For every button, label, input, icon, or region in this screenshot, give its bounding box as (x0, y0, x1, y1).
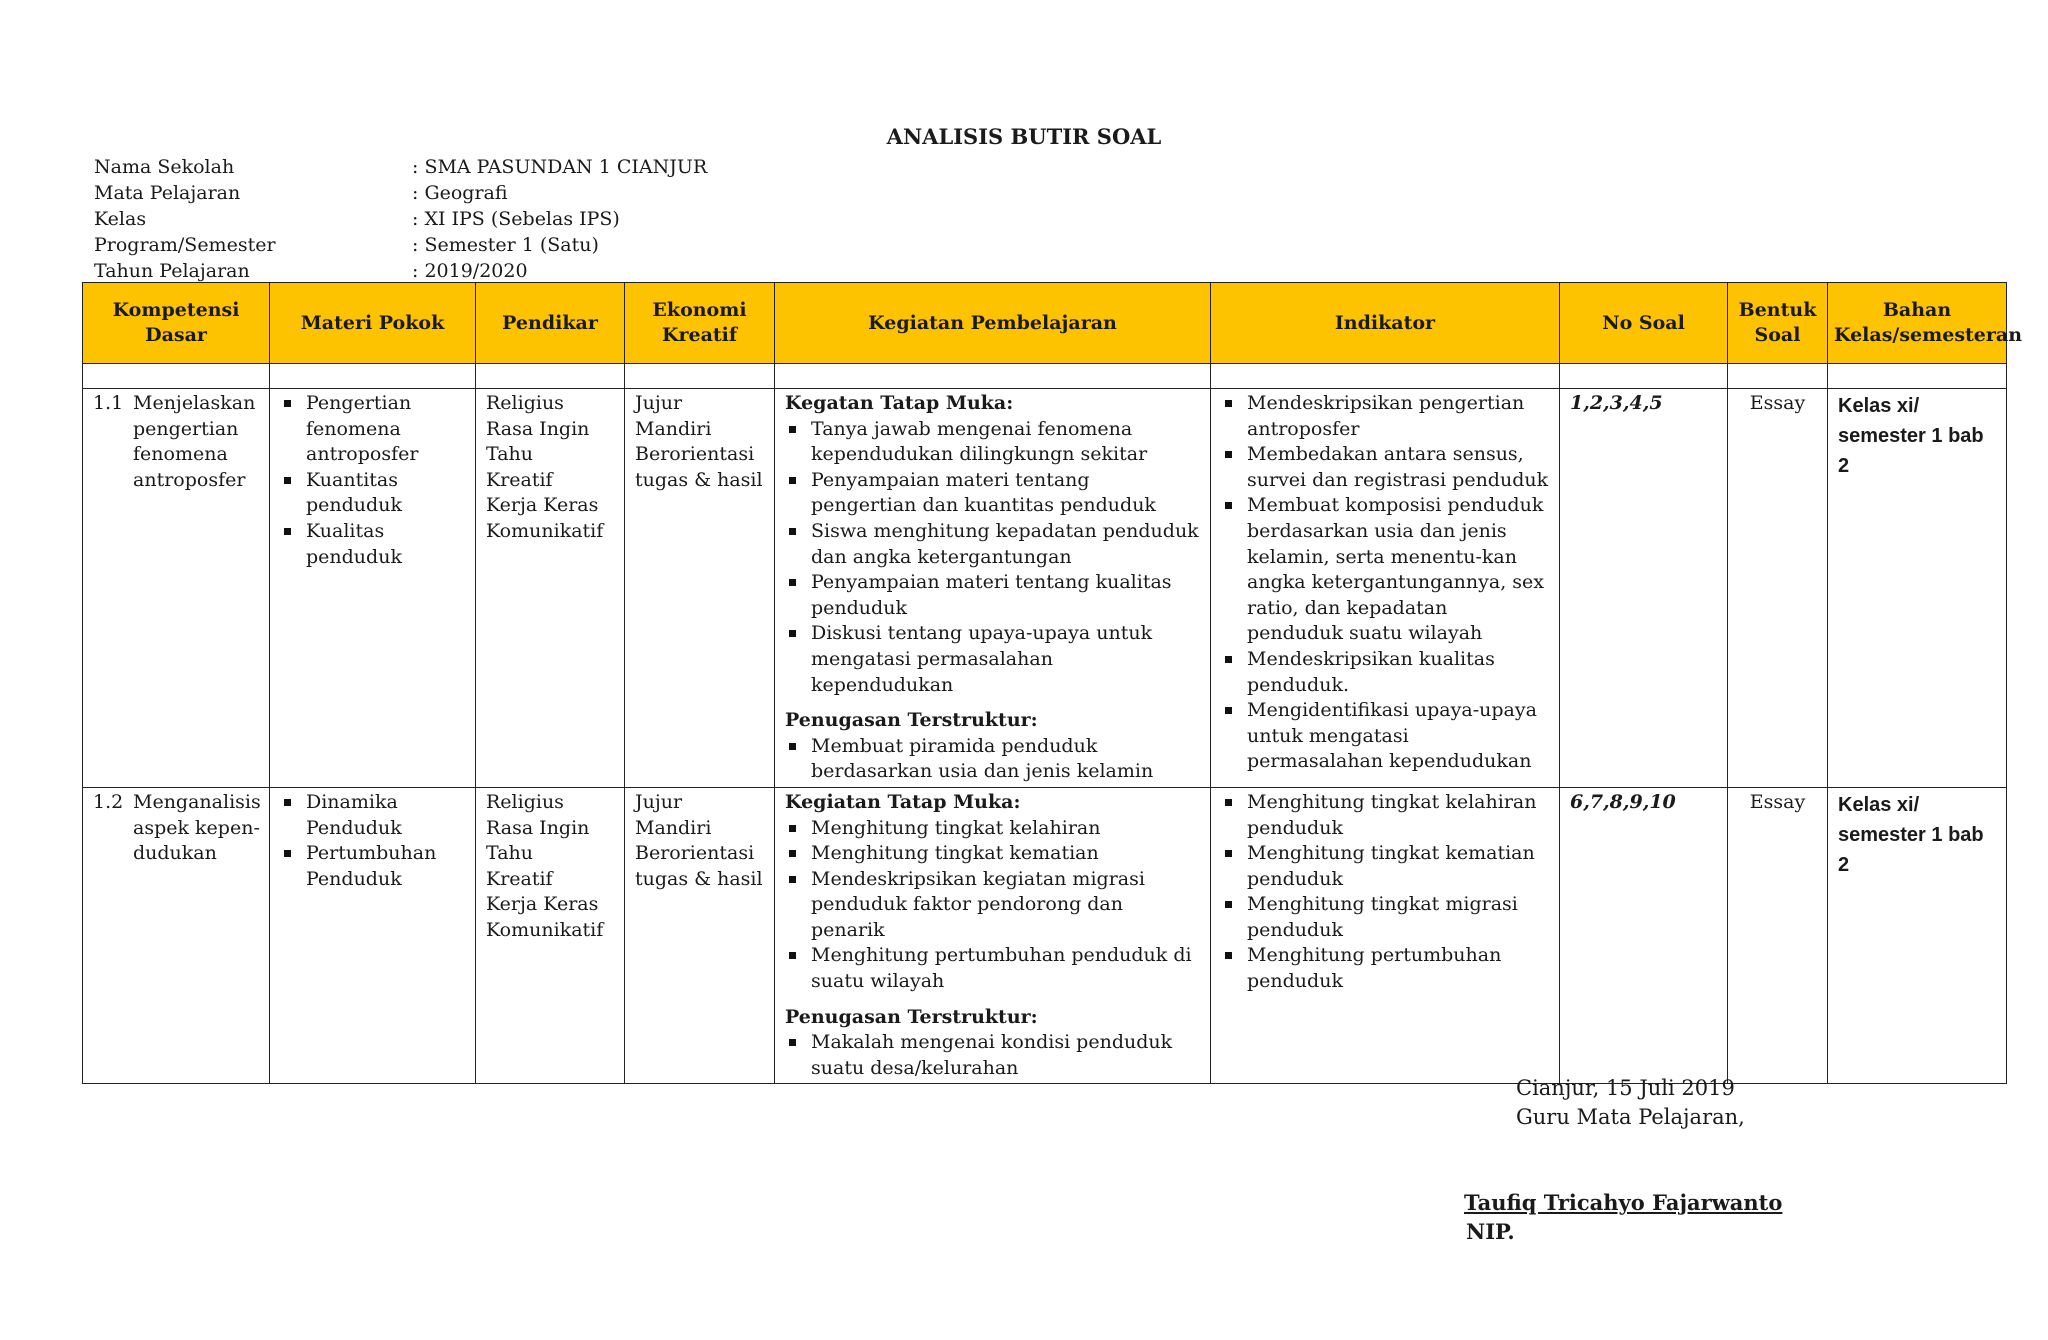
indikator-list (1221, 790, 1549, 995)
list-item: Membuat komposisi penduduk berdasarkan usia dan jenis kelamin, serta menentu-kan angka ketergantungannya, sex ratio, dan kepadatan penduduk suatu wilayah (1221, 493, 1549, 647)
penugasan-list (785, 1030, 1200, 1081)
list-item: Kualitas penduduk (280, 519, 465, 570)
indikator-list (1221, 391, 1549, 775)
list-item: Membedakan antara sensus, survei dan registrasi penduduk (1221, 442, 1549, 493)
bahan-cell: Kelas xi/ semester 1 bab 2 (1828, 787, 2007, 1084)
list-item: Menghitung tingkat migrasi penduduk (1221, 892, 1549, 943)
indikator-cell (1211, 787, 1560, 1084)
meta-label: Program/Semester (94, 234, 276, 256)
table-spacer-row (83, 364, 2007, 389)
document-meta (94, 154, 707, 284)
pendikar-cell: Religius Rasa Ingin Tahu Kreatif Kerja Keras Komunikatif (476, 389, 625, 788)
signature-name: Taufiq Tricahyo Fajarwanto (1464, 1190, 1783, 1215)
kd-cell (83, 389, 270, 788)
penugasan-heading: Penugasan Terstruktur: (785, 709, 1038, 732)
meta-value: : Geografi (412, 182, 508, 204)
ekonomi-cell: Jujur Mandiri Berorientasi tugas & hasil (625, 389, 775, 788)
meta-value: : Semester 1 (Satu) (412, 234, 599, 256)
header-pendikar: Pendikar (476, 283, 625, 364)
header-indikator: Indikator (1211, 283, 1560, 364)
kegiatan-heading: Kegiatan Tatap Muka: (785, 790, 1021, 813)
list-item: Menghitung tingkat kematian penduduk (1221, 841, 1549, 892)
list-item: Makalah mengenai kondisi penduduk suatu desa/kelurahan (785, 1030, 1200, 1081)
meta-value: : SMA PASUNDAN 1 CIANJUR (412, 156, 708, 178)
nosoal-cell: 1,2,3,4,5 (1560, 389, 1728, 788)
header-materi: Materi Pokok (270, 283, 476, 364)
list-item: Mendeskripsikan pengertian antroposfer (1221, 391, 1549, 442)
meta-row-semester (94, 232, 707, 258)
meta-row-subject (94, 180, 707, 206)
table-row (83, 787, 2007, 1084)
header-bentuk: Bentuk Soal (1728, 283, 1828, 364)
list-item: Mendeskripsikan kualitas penduduk. (1221, 647, 1549, 698)
header-kompetensi: Kompetensi Dasar (83, 283, 270, 364)
kd-text: Menjelaskan pengertian fenomena antroposfer (133, 392, 256, 491)
meta-label: Nama Sekolah (94, 156, 235, 178)
kegiatan-list (785, 816, 1200, 995)
ekonomi-cell: Jujur Mandiri Berorientasi tugas & hasil (625, 787, 775, 1084)
meta-row-school (94, 154, 707, 180)
list-item: Mengidentifikasi upaya-upaya untuk mengatasi permasalahan kependudukan (1221, 698, 1549, 775)
materi-cell (270, 787, 476, 1084)
list-item: Diskusi tentang upaya-upaya untuk mengatasi permasalahan kependudukan (785, 621, 1200, 698)
header-bahan: Bahan Kelas/semesteran (1828, 283, 2007, 364)
list-item: Siswa menghitung kepadatan penduduk dan angka ketergantungan (785, 519, 1200, 570)
list-item: Menghitung pertumbuhan penduduk di suatu wilayah (785, 943, 1200, 994)
list-item: Mendeskripsikan kegiatan migrasi penduduk faktor pendorong dan penarik (785, 867, 1200, 944)
kegiatan-list (785, 417, 1200, 699)
bentuk-cell: Essay (1728, 389, 1828, 788)
header-nosoal: No Soal (1560, 283, 1728, 364)
meta-label: Mata Pelajaran (94, 182, 241, 204)
signature-block (1516, 1074, 1745, 1132)
signature-place-date: Cianjur, 15 Juli 2019 (1516, 1076, 1735, 1100)
list-item: Menghitung pertumbuhan penduduk (1221, 943, 1549, 994)
meta-row-year (94, 258, 707, 284)
analysis-table (82, 282, 2023, 1084)
meta-label: Tahun Pelajaran (94, 260, 250, 282)
penugasan-list (785, 734, 1200, 785)
list-item: Menghitung tingkat kelahiran penduduk (1221, 790, 1549, 841)
materi-list (280, 790, 465, 892)
list-item: Penyampaian materi tentang kualitas penduduk (785, 570, 1200, 621)
indikator-cell (1211, 389, 1560, 788)
signature-nip: NIP. (1466, 1219, 1515, 1244)
kegiatan-cell (775, 787, 1211, 1084)
table-row (83, 389, 2007, 788)
kegiatan-heading: Kegatan Tatap Muka: (785, 392, 1014, 414)
meta-value: : XI IPS (Sebelas IPS) (412, 208, 620, 230)
list-item: Menghitung tingkat kelahiran (785, 816, 1200, 842)
list-item: Menghitung tingkat kematian (785, 841, 1200, 867)
list-item: Pertumbuhan Penduduk (280, 841, 465, 892)
list-item: Pengertian fenomena antroposfer (280, 391, 465, 468)
list-item: Penyampaian materi tentang pengertian dan kuantitas penduduk (785, 468, 1200, 519)
list-item: Dinamika Penduduk (280, 790, 465, 841)
kd-cell (83, 787, 270, 1084)
meta-label: Kelas (94, 208, 147, 230)
penugasan-heading: Penugasan Terstruktur: (785, 1005, 1038, 1028)
signature-role: Guru Mata Pelajaran, (1516, 1105, 1745, 1129)
meta-value: : 2019/2020 (412, 260, 528, 282)
list-item: Membuat piramida penduduk berdasarkan usia dan jenis kelamin (785, 734, 1200, 785)
meta-row-class (94, 206, 707, 232)
kd-number: 1.1 (93, 392, 124, 414)
list-item: Tanya jawab mengenai fenomena kependudukan dilingkungn sekitar (785, 417, 1200, 468)
materi-list (280, 391, 465, 570)
kd-number: 1.2 (93, 790, 124, 813)
nosoal-cell: 6,7,8,9,10 (1560, 787, 1728, 1084)
pendikar-cell: Religius Rasa Ingin Tahu Kreatif Kerja Keras Komunikatif (476, 787, 625, 1084)
bahan-cell: Kelas xi/ semester 1 bab 2 (1828, 389, 2007, 788)
kegiatan-cell (775, 389, 1211, 788)
kd-text: Menganalisis aspek kepen-dudukan (133, 790, 261, 865)
document-title: ANALISIS BUTIR SOAL (886, 124, 1162, 149)
header-ekonomi: Ekonomi Kreatif (625, 283, 775, 364)
table-header-row (83, 283, 2007, 364)
bentuk-cell: Essay (1728, 787, 1828, 1084)
header-kegiatan: Kegiatan Pembelajaran (775, 283, 1211, 364)
materi-cell (270, 389, 476, 788)
list-item: Kuantitas penduduk (280, 468, 465, 519)
